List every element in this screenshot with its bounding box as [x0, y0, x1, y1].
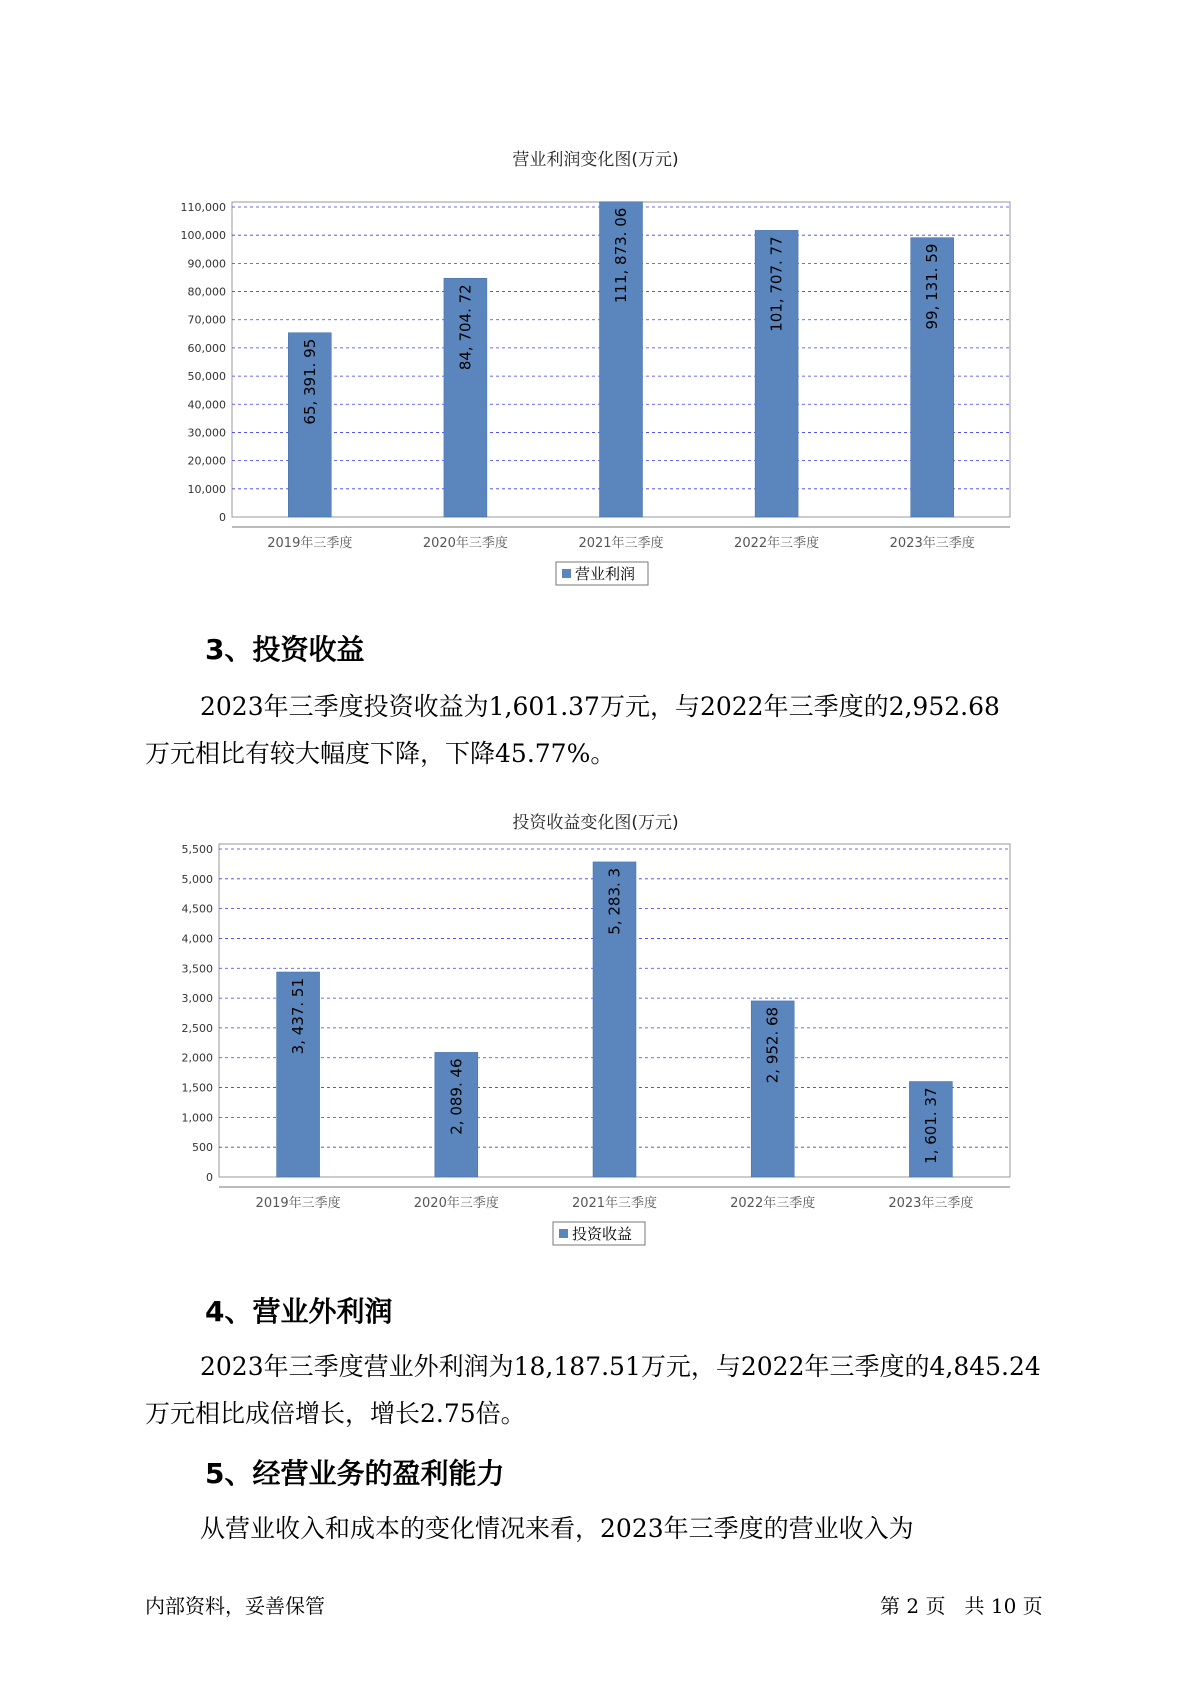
y-tick-label: 110,000 [180, 201, 226, 214]
y-tick-label: 10,000 [187, 482, 226, 496]
x-tick-label: 2022年三季度 [734, 536, 820, 551]
bar-value-label: 2, 952. 68 [763, 1006, 782, 1084]
section-heading-investment-income: 3、投资收益 [205, 633, 365, 666]
legend-swatch [559, 1229, 568, 1238]
bar-value-label: 65, 391. 95 [300, 338, 319, 425]
y-tick-label: 500 [192, 1141, 213, 1155]
paragraph-line: 万元相比成倍增长，增长2.75倍。 [145, 1399, 526, 1428]
bar-value-label: 2, 089. 46 [447, 1058, 466, 1135]
bar-value-label: 5, 283. 3 [605, 867, 624, 935]
y-tick-label: 70,000 [187, 313, 226, 327]
x-tick-label: 2020年三季度 [413, 1196, 499, 1211]
paragraph-profitability [145, 1505, 1095, 1552]
bar-value-label: 101, 707. 77 [767, 236, 786, 332]
y-tick-label: 20,000 [187, 454, 226, 468]
x-tick-label: 2022年三季度 [730, 1196, 816, 1211]
paragraph-non-operating-profit [145, 1343, 1095, 1437]
chart-title-operating-profit: 营业利润变化图(万元) [512, 150, 679, 170]
x-tick-label: 2019年三季度 [255, 1196, 341, 1211]
bar-value-label: 111, 873. 06 [612, 207, 630, 304]
y-tick-label: 4,000 [181, 932, 213, 946]
y-tick-label: 40,000 [187, 398, 226, 412]
bar-value-label: 99, 131. 59 [923, 243, 942, 330]
legend-label: 投资收益 [572, 1225, 633, 1243]
x-tick-label: 2023年三季度 [888, 1196, 974, 1211]
footer-confidential-note: 内部资料，妥善保管 [145, 1594, 325, 1618]
bar-value-label: 1, 601. 37 [921, 1087, 940, 1164]
y-tick-label: 4,500 [181, 902, 213, 916]
y-tick-label: 60,000 [187, 341, 226, 355]
x-tick-label: 2021年三季度 [571, 1196, 658, 1211]
y-tick-label: 5,500 [181, 843, 213, 856]
section-heading-non-operating-profit: 4、营业外利润 [205, 1295, 393, 1328]
section-heading-profitability: 5、经营业务的盈利能力 [205, 1457, 505, 1490]
x-tick-label: 2019年三季度 [267, 536, 353, 551]
y-tick-label: 50,000 [187, 370, 226, 384]
paragraph-line: 从营业收入和成本的变化情况来看，2023年三季度的营业收入为 [200, 1514, 914, 1543]
chart-title-investment-income: 投资收益变化图(万元) [512, 813, 679, 833]
y-tick-label: 100,000 [180, 229, 226, 243]
y-tick-label: 1,000 [181, 1111, 213, 1125]
y-tick-label: 3,500 [181, 962, 213, 976]
footer-page-number: 第 2 页 共 10 页 [880, 1594, 1043, 1618]
y-tick-label: 90,000 [187, 257, 226, 271]
y-tick-label: 2,500 [181, 1021, 213, 1035]
x-tick-label: 2021年三季度 [578, 536, 664, 551]
paragraph-line: 2023年三季度营业外利润为18,187.51万元，与2022年三季度的4,845.24 [200, 1352, 1041, 1381]
paragraph-line: 2023年三季度投资收益为1,601.37万元，与2022年三季度的2,952.68 [200, 692, 1000, 721]
bar-value-label: 3, 437. 51 [289, 977, 308, 1055]
legend-label: 营业利润 [575, 565, 636, 583]
y-tick-label: 0 [219, 511, 226, 524]
y-tick-label: 2,000 [181, 1051, 213, 1065]
y-tick-label: 3,000 [181, 992, 213, 1006]
y-tick-label: 5,000 [181, 872, 213, 886]
y-tick-label: 30,000 [187, 426, 226, 440]
y-tick-label: 0 [206, 1171, 213, 1184]
y-tick-label: 80,000 [187, 285, 226, 299]
paragraph-line: 万元相比有较大幅度下降，下降45.77%。 [145, 739, 616, 768]
y-tick-label: 1,500 [181, 1081, 213, 1095]
bar-value-label: 84, 704. 72 [456, 284, 475, 371]
x-tick-label: 2020年三季度 [422, 536, 508, 551]
x-tick-label: 2023年三季度 [889, 536, 975, 551]
